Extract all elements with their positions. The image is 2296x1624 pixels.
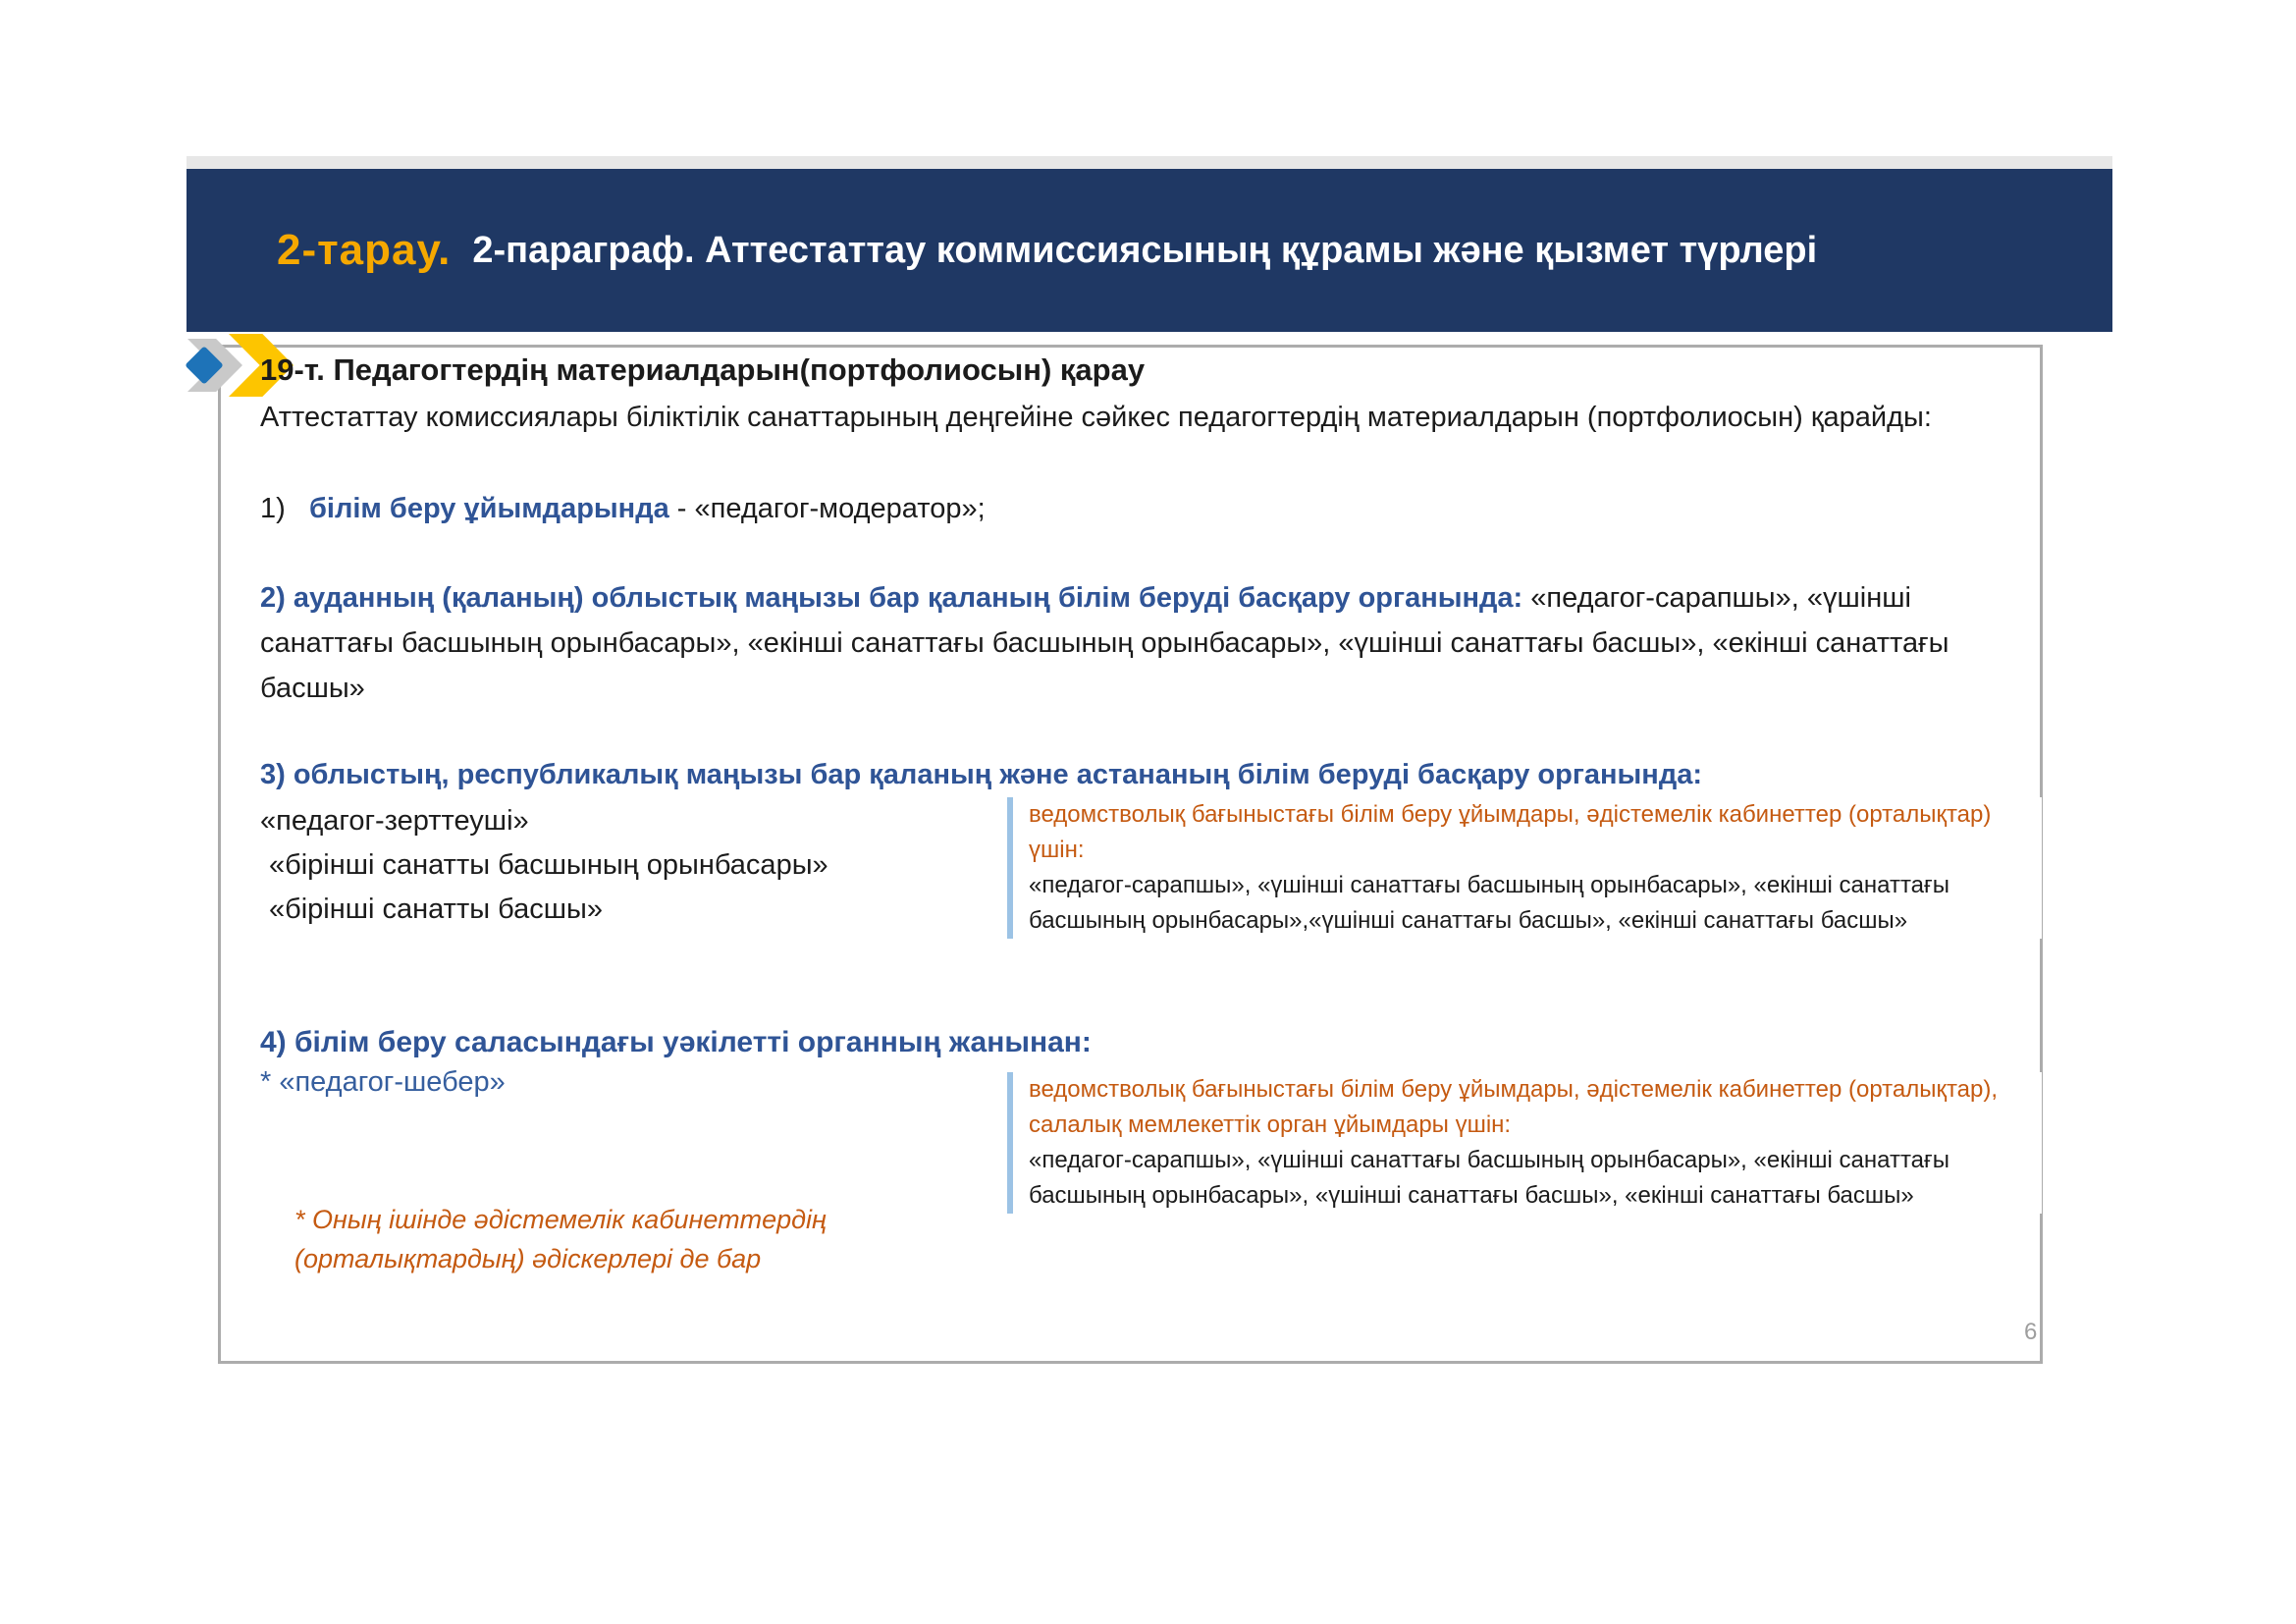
- list-item-4-line: * «педагог-шебер»: [260, 1066, 506, 1098]
- slide-title: 2-параграф. Аттестаттау коммиссиясының құрамы және қызмет түрлері: [472, 229, 1818, 271]
- list-item-3-lines: [260, 799, 828, 932]
- list-item-1: [260, 486, 986, 531]
- header-strip: [187, 156, 2112, 169]
- callout1-lead: ведомстволық бағыныстағы білім беру ұйымдары, әдістемелік кабинеттер (орталықтар) үшін:: [1029, 801, 1992, 863]
- callout-departmental-2: [1007, 1072, 2042, 1214]
- chapter-label: 2-тарау.: [277, 226, 452, 274]
- item3-line: «бірінші санатты басшы»: [269, 893, 603, 925]
- list-item-3-lead: 3) облыстың, республикалық маңызы бар қаланың және астананың білім беруді басқару органында:: [260, 759, 1703, 790]
- intro-paragraph: Аттестаттау комиссиялары біліктілік санаттарының деңгейіне сәйкес педагогтердің материалдарын (портфолиосын) қарайды:: [260, 402, 1932, 433]
- section-heading: 19-т. Педагогтердің материалдарын(портфолиосын) қарау: [260, 352, 1146, 387]
- item1-highlight: білім беру ұйымдарында: [308, 493, 669, 524]
- callout1-body: «педагог-сарапшы», «үшінші санаттағы басшының орынбасары», «екінші санаттағы басшының орынбасары»,«үшінші санаттағы басшы», «екінші санаттағы басшы»: [1029, 872, 1950, 934]
- header-band: [187, 169, 2112, 332]
- item1-number: 1): [260, 493, 286, 524]
- item2-lead: 2) ауданның (қаланың) облыстық маңызы бар қаланың білім беруді басқару органында:: [260, 582, 1523, 614]
- list-item-4-lead: 4) білім беру саласындағы уәкілетті органның жанынан:: [260, 1026, 1092, 1058]
- item1-rest: - «педагог-модератор»;: [668, 493, 986, 524]
- footnote: * Оның ішінде әдістемелік кабинеттердің (орталықтардың) әдіскерлері де бар: [294, 1205, 827, 1273]
- item3-line: «педагог-зерттеуші»: [260, 805, 529, 837]
- list-item-2: [260, 575, 2045, 711]
- callout-departmental-1: [1007, 797, 2042, 939]
- item2-rest: «педагог-сарапшы», «үшінші санаттағы басшының орынбасары», «екінші санаттағы басшының орынбасары», «үшінші санаттағы басшы», «екінші санаттағы басшы»: [260, 582, 1949, 704]
- callout2-body: «педагог-сарапшы», «үшінші санаттағы басшының орынбасары», «екінші санаттағы басшының орынбасары», «үшінші санаттағы басшы», «екінші санаттағы басшы»: [1029, 1147, 1950, 1209]
- page-number: 6: [2024, 1319, 2038, 1345]
- item3-line: «бірінші санатты басшының орынбасары»: [269, 849, 828, 881]
- callout2-lead: ведомстволық бағыныстағы білім беру ұйымдары, әдістемелік кабинеттер (орталықтар), салалық мемлекеттік орган ұйымдары үшін:: [1029, 1076, 1999, 1138]
